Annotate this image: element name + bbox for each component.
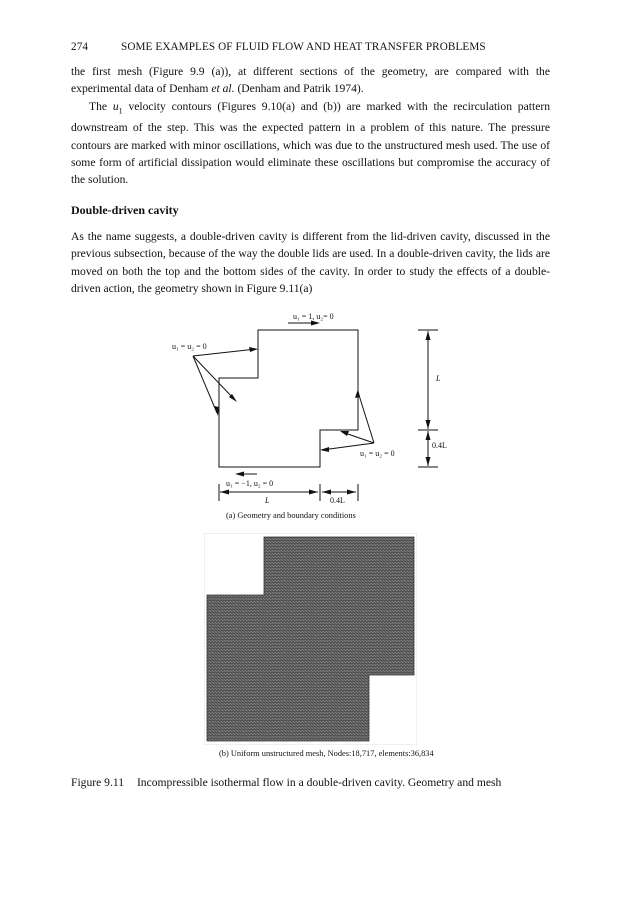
top-lid-arrowhead (311, 321, 320, 326)
dim-04L-bottom: 0.4L (330, 496, 345, 505)
section-heading: Double-driven cavity (71, 203, 179, 217)
figure-number: Figure 9.11 (71, 776, 125, 789)
page-number: 274 (71, 41, 89, 53)
caption-a: (a) Geometry and boundary conditions (226, 511, 356, 520)
left-wall-label: u₁ = u₂ = 0 (172, 342, 207, 351)
figure-caption-text: Incompressible isothermal flow in a double-driven cavity. Geometry and mesh (136, 776, 502, 789)
figure-caption (71, 776, 501, 789)
dim-L-right: L (436, 374, 441, 383)
right-wall-label: u₁ = u₂ = 0 (360, 449, 395, 458)
dim-L-bottom: L (265, 496, 270, 505)
top-lid-label: u₁ = 1, u₂= 0 (293, 312, 334, 321)
etal: et al. (211, 82, 235, 96)
dim-04L-right: 0.4L (432, 441, 447, 450)
caption-b: (b) Uniform unstructured mesh, Nodes:18,717, elements:36,834 (219, 749, 434, 758)
mesh-image (204, 533, 417, 745)
section-text: As the name suggests, a double-driven cavity is different from the lid-driven cavity, discussed in the previous subsection, because of the way the double lids are used. In a double-driven cavity, the lids are moved on both the top and the bottom sides of the cavity. In order to study the effects of a double-driven action, the geometry shown in Figure 9.11(a) (71, 230, 550, 295)
bottom-lid-arrowhead (235, 472, 244, 477)
bottom-lid-label: u₁ = −1, u₂ = 0 (226, 479, 274, 488)
running-title: SOME EXAMPLES OF FLUID FLOW AND HEAT TRANSFER PROBLEMS (121, 41, 486, 53)
intro-paragraph-1: the first mesh (Figure 9.9 (a)), at different sections of the geometry, are compared with the experimental data of Denham et al. (Denham and Patrik 1974). (71, 65, 550, 96)
intro-paragraph-2: The $u_1$ velocity contours (Figures 9.10(a) and (b)) are marked with the recirculation pattern downstream of the step. This was the expected pattern in a problem of this nature. The pressure contours are marked with minor oscillations, which was due to the unstructured mesh used. The use of some form of artificial dissipation would eliminate these oscillations but compromise the accuracy of the solution. (71, 99, 550, 187)
